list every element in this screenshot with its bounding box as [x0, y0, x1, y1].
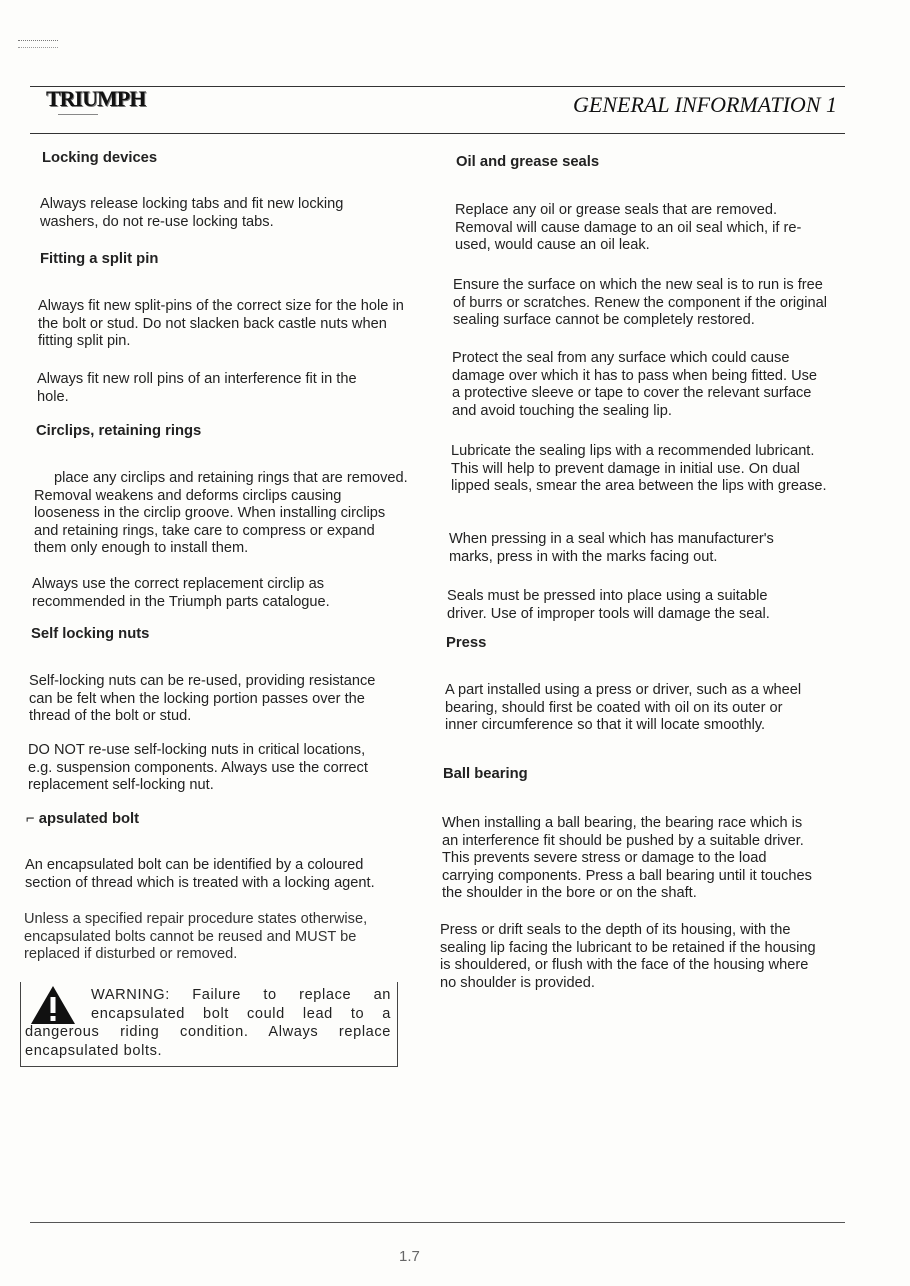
circlips-text-1: place any circlips and retaining rings that are removed. Removal weakens and deforms circlips causing looseness in the circlip groove. When installing circlips and retaining rings, take care to compress or expand them only enough to install them.	[34, 470, 408, 556]
heading-oil-grease-seals: Oil and grease seals	[456, 154, 600, 170]
section-title: GENERAL INFORMATION 1	[573, 92, 837, 117]
warning-text	[25, 986, 391, 1060]
locking-devices-text: Always release locking tabs and fit new locking washers, do not re-use locking tabs.	[40, 196, 344, 230]
seals-text-1: Replace any oil or grease seals that are removed. Removal will cause damage to an oil seal which, if re-used, would cause an oil leak.	[455, 202, 802, 253]
encapsulated-text-2: Unless a specified repair procedure states otherwise, encapsulated bolts cannot be reused and MUST be replaced if disturbed or removed.	[24, 911, 368, 962]
warning-line-2: encapsulated bolt could lead to a	[91, 1005, 391, 1022]
self-locking-text-1: Self-locking nuts can be re-used, providing resistance can be felt when the locking portion passes over the thread of the bolt or stud.	[29, 673, 376, 724]
seals-text-3: Protect the seal from any surface which could cause damage over which it has to pass when being fitted. Use a protective sleeve or tape to cover the relevant surface and avoid touching the sealing lip.	[452, 350, 818, 419]
heading-self-locking-nuts: Self locking nuts	[31, 626, 150, 642]
page-number: 1.7	[399, 1248, 420, 1265]
logo-underline	[58, 114, 98, 115]
seals-text-6: Seals must be pressed into place using a suitable driver. Use of improper tools will damage the seal.	[447, 588, 770, 622]
scan-artifact	[18, 40, 58, 48]
warning-box	[20, 982, 398, 1067]
heading-circlips: Circlips, retaining rings	[36, 423, 202, 439]
footer-rule	[30, 1222, 845, 1223]
heading-encapsulated-bolt: ⌐ apsulated bolt	[26, 811, 140, 827]
seals-text-5: When pressing in a seal which has manufacturer's marks, press in with the marks facing out.	[449, 531, 774, 565]
warning-line-3: dangerous riding condition. Always replace	[25, 1024, 391, 1040]
encapsulated-text-1: An encapsulated bolt can be identified by a coloured section of thread which is treated with a locking agent.	[25, 857, 375, 891]
circlips-text-2: Always use the correct replacement circlip as recommended in the Triumph parts catalogue.	[32, 576, 330, 610]
triumph-logo: TRIUMPH	[46, 86, 146, 111]
heading-locking-devices: Locking devices	[42, 150, 158, 166]
heading-split-pin: Fitting a split pin	[40, 251, 159, 267]
seals-text-2: Ensure the surface on which the new seal is to run is free of burrs or scratches. Renew the component if the original sealing surface cannot be completely restored.	[453, 277, 827, 328]
seals-text-4: Lubricate the sealing lips with a recommended lubricant. This will help to prevent damage in initial use. On dual lipped seals, smear the area between the lips with grease.	[451, 443, 827, 494]
split-pin-text-1: Always fit new split-pins of the correct size for the hole in the bolt or stud. Do not slacken back castle nuts when fitting split pin.	[38, 298, 404, 349]
heading-press: Press	[446, 635, 487, 651]
page-header	[30, 78, 845, 134]
header-rule-bottom	[30, 133, 845, 134]
split-pin-text-2: Always fit new roll pins of an interference fit in the hole.	[37, 371, 357, 405]
heading-ball-bearing: Ball bearing	[443, 766, 528, 782]
warning-line-1: WARNING: Failure to replace an	[91, 987, 391, 1003]
ball-bearing-text-1: When installing a ball bearing, the bearing race which is an interference fit should be pushed by a suitable driver. This prevents severe stress or damage to the load carrying components. Press a ball bearing until it touches the shoulder in the bore or on the shaft.	[442, 815, 812, 901]
warning-line-4: encapsulated bolts.	[25, 1042, 163, 1059]
self-locking-text-2: DO NOT re-use self-locking nuts in critical locations, e.g. suspension components. Always use the correct replacement self-locking nut.	[28, 742, 368, 793]
ball-bearing-text-2: Press or drift seals to the depth of its housing, with the sealing lip facing the lubricant to be retained if the housing is shouldered, or flush with the face of the housing where no shoulder is provided.	[440, 922, 816, 991]
press-text: A part installed using a press or driver, such as a wheel bearing, should first be coated with oil on its outer or inner circumference so that it will locate smoothly.	[445, 682, 802, 733]
header-rule-top	[30, 86, 845, 87]
